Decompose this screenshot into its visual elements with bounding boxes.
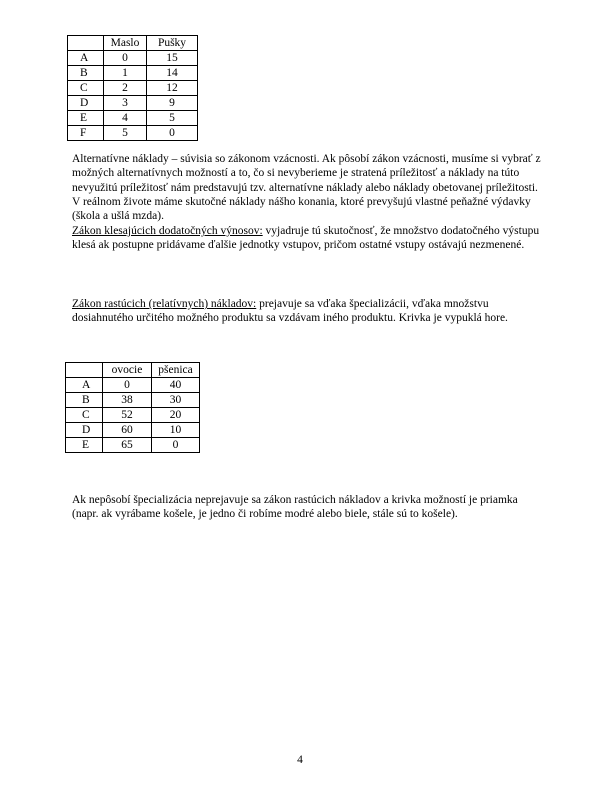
production-possibilities-table-ovocie-psenica bbox=[65, 362, 200, 453]
table-cell: 5 bbox=[147, 111, 198, 126]
paragraph-diminishing-returns bbox=[72, 224, 542, 253]
table-cell: B bbox=[66, 393, 103, 408]
table-header-row bbox=[66, 363, 200, 378]
table-cell: 10 bbox=[152, 423, 200, 438]
paragraph-text: prejavuje sa vďaka špecializácii, vďaka množstvu dosiahnutého určitého možného produktu sa vzdávam iného produktu. Krivka je vypuklá hore. bbox=[72, 298, 508, 325]
table-cell: E bbox=[66, 438, 103, 453]
table-cell: 20 bbox=[152, 408, 200, 423]
table-header-cell: ovocie bbox=[103, 363, 152, 378]
table-cell: 38 bbox=[103, 393, 152, 408]
table-cell: D bbox=[68, 96, 104, 111]
table-cell: 3 bbox=[104, 96, 147, 111]
table-row bbox=[68, 111, 198, 126]
table-cell: 12 bbox=[147, 81, 198, 96]
table-cell: 4 bbox=[104, 111, 147, 126]
table-cell: A bbox=[68, 51, 104, 66]
table-row bbox=[66, 378, 200, 393]
table-row bbox=[68, 66, 198, 81]
paragraph-increasing-costs bbox=[72, 297, 542, 326]
table-cell: 0 bbox=[103, 378, 152, 393]
table-cell: 30 bbox=[152, 393, 200, 408]
table-row bbox=[66, 438, 200, 453]
table-row bbox=[66, 393, 200, 408]
table-cell: 60 bbox=[103, 423, 152, 438]
table-row bbox=[68, 51, 198, 66]
table-cell: C bbox=[66, 408, 103, 423]
table-cell: 15 bbox=[147, 51, 198, 66]
paragraph-alternative-costs: Alternatívne náklady – súvisia so zákonom vzácnosti. Ak pôsobí zákon vzácnosti, musíme si vybrať z možných alternatívnych možností a to, čo si nevyberieme je stratená príležitosť a náklady na túto nevyužitú príležitosť nám predstavujú tzv. alternatívne náklady alebo náklady obetovanej príležitosti. V reálnom živote máme skutočné náklady nášho konania, ktoré prevyšujú vlastné peňažné výdavky (škola a ušlá mzda). bbox=[72, 153, 541, 223]
table-cell: 65 bbox=[103, 438, 152, 453]
table-cell: 40 bbox=[152, 378, 200, 393]
table-header-cell bbox=[66, 363, 103, 378]
table-cell: 0 bbox=[152, 438, 200, 453]
table-cell: F bbox=[68, 126, 104, 141]
table-cell: D bbox=[66, 423, 103, 438]
table-header-cell: Maslo bbox=[104, 36, 147, 51]
table-cell: 5 bbox=[104, 126, 147, 141]
table-cell: 0 bbox=[104, 51, 147, 66]
paragraph-title: Zákon klesajúcich dodatočných výnosov: bbox=[72, 225, 263, 237]
table-row bbox=[66, 423, 200, 438]
table-header-cell bbox=[68, 36, 104, 51]
table-row bbox=[68, 96, 198, 111]
table-cell: E bbox=[68, 111, 104, 126]
table-cell: 9 bbox=[147, 96, 198, 111]
table-cell: B bbox=[68, 66, 104, 81]
paragraph-title: Zákon rastúcich (relatívnych) nákladov: bbox=[72, 298, 257, 310]
table-cell: A bbox=[66, 378, 103, 393]
table-header-cell: pšenica bbox=[152, 363, 200, 378]
table-cell: 1 bbox=[104, 66, 147, 81]
table-row bbox=[68, 126, 198, 141]
table-cell: 0 bbox=[147, 126, 198, 141]
paragraph-no-specialization: Ak nepôsobí špecializácia neprejavuje sa zákon rastúcich nákladov a krivka možností je priamka (napr. ak vyrábame košele, je jedno či robíme modré alebo biele, stále sú to košele). bbox=[72, 494, 518, 521]
table-cell: 14 bbox=[147, 66, 198, 81]
production-possibilities-table-maslo-pusky bbox=[67, 35, 198, 141]
table-cell: 52 bbox=[103, 408, 152, 423]
table-cell: 2 bbox=[104, 81, 147, 96]
table-header-cell: Pušky bbox=[147, 36, 198, 51]
table-row bbox=[66, 408, 200, 423]
table-header-row bbox=[68, 36, 198, 51]
table-cell: C bbox=[68, 81, 104, 96]
table-row bbox=[68, 81, 198, 96]
paragraph-text: vyjadruje tú skutočnosť, že množstvo dodatočného výstupu klesá ak postupne pridávame ďalšie jednotky vstupov, pričom ostatné vstupy ostávajú nezmenené. bbox=[72, 225, 540, 252]
page-number: 4 bbox=[297, 754, 303, 766]
